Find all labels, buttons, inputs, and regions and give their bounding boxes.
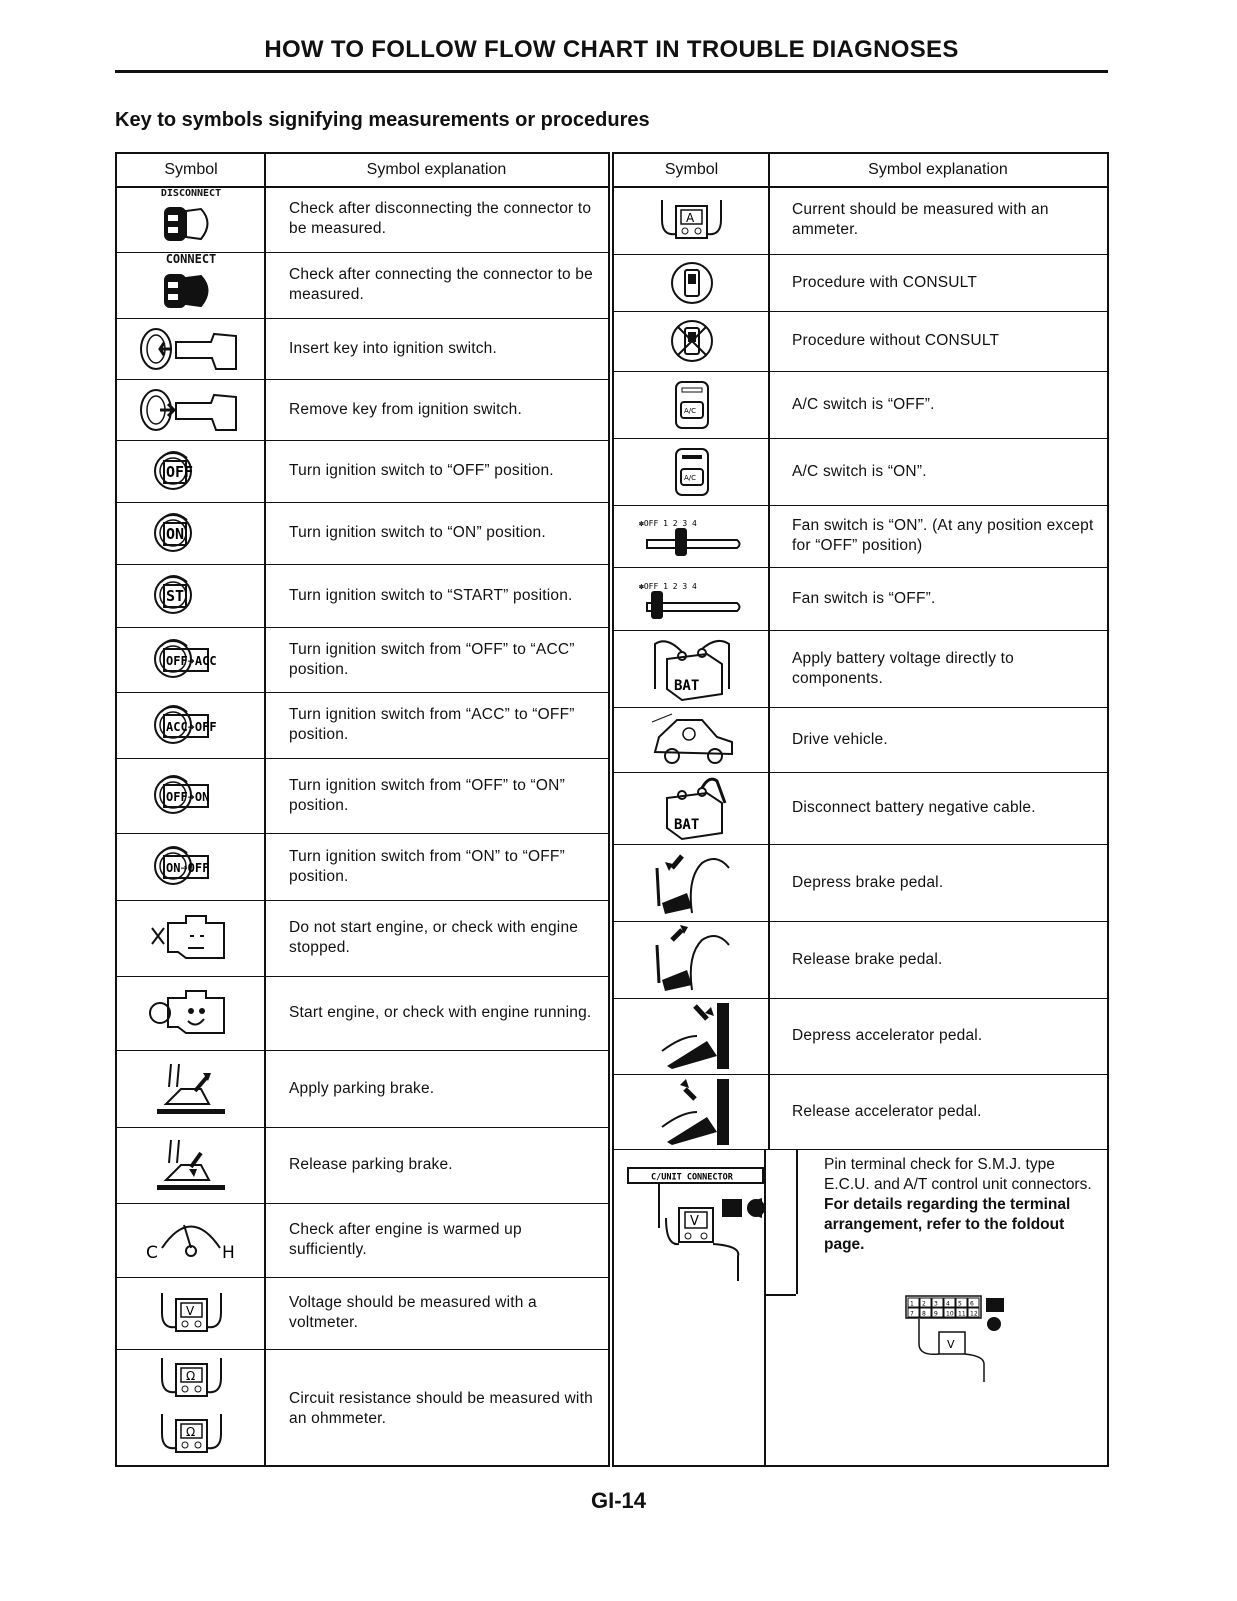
symbol-explanation [289,318,600,379]
terminal-pin-number: 7 [910,1310,914,1318]
terminal-pin-number: 3 [934,1300,938,1308]
symbol-explanation [792,186,1099,254]
explanation-text: Check after disconnecting the connector to be measured. [289,200,592,237]
explanation-text: Do not start engine, or check with engine stopped. [289,919,579,956]
explanation-text: Depress accelerator pedal. [792,1027,983,1044]
header-symbol: Symbol [664,161,719,178]
table-row [614,1074,1107,1150]
explanation-text: Procedure without CONSULT [792,332,1000,349]
consult-icon [614,254,769,311]
terminal-pin-number: 8 [922,1310,926,1318]
table-row [117,900,608,977]
svg-text:OFF➔ACC: OFF➔ACC [166,654,217,668]
svg-text:✽OFF 1 2 3 4: ✽OFF 1 2 3 4 [638,581,697,591]
svg-text:A: A [686,210,695,225]
svg-text:ACC➔OFF: ACC➔OFF [166,719,217,734]
cmut-connector-voltmeter-icon [626,1166,791,1291]
table-row [614,707,1107,773]
table-row [117,1277,608,1350]
terminal-pin-number: 1 [910,1300,914,1308]
ignition-start-icon [117,564,265,627]
symbol-explanation [289,900,600,976]
explanation-text: Depress brake pedal. [792,873,944,891]
connector-label: C/UNIT CONNECTOR [651,1172,733,1183]
svg-text:OFF: OFF [166,462,194,481]
disconnect-battery-icon [614,772,769,844]
symbol-explanation [289,627,600,692]
symbol-explanation [792,567,1099,630]
header-explanation: Symbol explanation [868,161,1008,178]
ignition-acc-to-off-icon [117,692,265,758]
symbol-explanation [792,844,1099,921]
table-row [614,844,1107,922]
table-row [117,1127,608,1204]
no-consult-icon [614,311,769,371]
connect-connector-icon: CONNECT [117,252,265,318]
symbol-explanation [289,186,600,252]
svg-text:OFF➔ON: OFF➔ON [166,790,210,804]
apply-parking-brake-icon [117,1050,265,1127]
header-explanation: Symbol explanation [366,161,507,178]
svg-text:A/C: A/C [683,406,696,415]
table-row [117,1349,608,1468]
svg-text:BAT: BAT [673,817,699,833]
symbol-explanation [289,1050,600,1127]
engine-running-icon [117,976,265,1050]
svg-text:C: C [146,1242,158,1263]
terminal-arrangement-icon [904,1294,1024,1394]
symbol-explanation [289,1277,600,1349]
divider [796,1149,798,1294]
table-row [117,976,608,1051]
svg-text:Ω: Ω [185,1424,195,1439]
explanation-text: Turn ignition switch from “OFF” to “ACC” position. [289,640,575,678]
explanation-text: Voltage should be measured with a voltmeter. [289,1294,537,1331]
terminal-pin-number: 10 [946,1310,954,1318]
ignition-on-to-off-icon [117,833,265,900]
voltmeter-icon [117,1277,265,1349]
table-row [614,186,1107,255]
symbol-explanation [289,564,600,627]
explanation-text: Procedure with CONSULT [792,273,978,291]
disconnect-connector-icon: DISCONNECT [117,186,265,252]
symbol-explanation [792,505,1099,567]
table-row [614,311,1107,372]
depress-accelerator-icon [614,998,769,1074]
table-header [117,154,608,188]
table-row [117,758,608,834]
table-row [117,252,608,319]
svg-text:Ω: Ω [185,1368,195,1383]
symbol-explanation [289,502,600,564]
explanation-text: Check after engine is warmed up sufficiently. [289,1221,522,1258]
table-row [117,186,608,253]
svg-text:ST: ST [166,587,185,605]
terminal-pin-number: 4 [946,1300,950,1308]
pin-check-note: For details regarding the terminal arrangement, refer to the foldout page. [824,1196,1071,1253]
explanation-text: Fan switch is “OFF”. [792,589,936,607]
explanation-text: Turn ignition switch from “ACC” to “OFF” position. [289,706,575,743]
explanation-text: Drive vehicle. [792,730,888,748]
pin-check-description: Pin terminal check for S.M.J. type E.C.U. and A/T control unit connectors. [824,1156,1092,1193]
ignition-off-to-acc-icon [117,627,265,692]
ammeter-icon [614,186,769,254]
explanation-text: Release brake pedal. [792,950,943,968]
symbol-explanation [792,998,1099,1074]
section-subtitle: Key to symbols signifying measurements or procedures [115,109,650,131]
explanation-text: Fan switch is “ON”. (At any position except for “OFF” position) [792,517,1094,554]
table-row [614,772,1107,845]
terminal-pin-number: 11 [958,1310,966,1318]
drive-vehicle-icon [614,707,769,772]
svg-text:V: V [185,1303,194,1318]
battery-voltage-icon [614,630,769,707]
symbol-explanation [792,630,1099,707]
symbol-explanation [289,1127,600,1203]
table-row [117,627,608,693]
ohmmeter-icon [117,1349,265,1468]
table-row [614,630,1107,708]
symbol-explanation [792,254,1099,311]
table-row [117,318,608,380]
symbol-explanation [792,921,1099,998]
table-row [117,440,608,503]
table-row [614,505,1107,568]
depress-brake-pedal-icon [614,844,769,921]
terminal-pin-number: 5 [958,1300,962,1308]
release-accelerator-icon [614,1074,769,1149]
symbol-explanation [792,772,1099,844]
release-brake-pedal-icon [614,921,769,998]
table-row [117,564,608,628]
symbol-explanation [289,758,600,833]
title-rule [115,70,1108,73]
symbol-explanation [792,371,1099,438]
engine-stopped-icon [117,900,265,976]
symbol-explanation [289,1349,600,1468]
symbol-explanation [289,833,600,900]
svg-text:ON➔OFF: ON➔OFF [166,861,210,875]
table-row [117,1203,608,1278]
table-row [614,998,1107,1075]
symbol-explanation [289,976,600,1050]
symbol-explanation [792,1074,1099,1149]
explanation-text: Disconnect battery negative cable. [792,799,1036,816]
insert-key-icon [117,318,265,379]
ignition-off-icon [117,440,265,502]
remove-key-icon [117,379,265,440]
release-parking-brake-icon [117,1127,265,1203]
svg-text:✽OFF 1 2 3 4: ✽OFF 1 2 3 4 [638,519,697,528]
explanation-text: Turn ignition switch from “ON” to “OFF” position. [289,847,565,885]
divider [764,1294,766,1467]
explanation-text: Turn ignition switch to “OFF” position. [289,462,554,479]
table-row [117,692,608,759]
svg-text:H: H [222,1242,235,1263]
table-header [614,154,1107,188]
page-title: HOW TO FOLLOW FLOW CHART IN TROUBLE DIAGNOSES [264,36,959,63]
explanation-text: Release parking brake. [289,1156,453,1173]
explanation-text: Current should be measured with an ammeter. [792,201,1049,238]
explanation-text: A/C switch is “ON”. [792,462,927,480]
table-row [117,1050,608,1128]
explanation-text: Insert key into ignition switch. [289,339,497,357]
terminal-pin-number: 6 [970,1300,974,1308]
explanation-text: A/C switch is “OFF”. [792,395,935,413]
ignition-on-icon [117,502,265,564]
symbol-explanation [289,379,600,440]
explanation-text: Turn ignition switch to “ON” position. [289,524,546,541]
explanation-text: Circuit resistance should be measured with an ohmmeter. [289,1389,593,1427]
ac-switch-on-icon [614,438,769,505]
meter-label: V [690,1214,699,1229]
explanation-text: Release accelerator pedal. [792,1102,982,1120]
symbol-explanation [289,252,600,318]
table-row [614,254,1107,312]
pin-check-text [824,1155,1104,1255]
meter-label: V [947,1338,955,1351]
table-row [614,921,1107,999]
page-number: GI-14 [590,1488,647,1513]
svg-text:ON: ON [166,524,185,543]
ac-switch-off-icon [614,371,769,438]
table-row [117,502,608,565]
fan-switch-on-icon [614,505,769,567]
svg-text:BAT: BAT [673,677,699,694]
explanation-text: Turn ignition switch to “START” position. [289,586,573,604]
terminal-pin-number: 12 [970,1310,978,1318]
table-row [117,379,608,441]
symbol-explanation [792,311,1099,371]
table-row [614,371,1107,439]
table-row [117,833,608,901]
table-row [614,438,1107,506]
explanation-text: Check after connecting the connector to be measured. [289,266,593,303]
table-row [614,567,1107,631]
explanation-text: Apply parking brake. [289,1079,435,1097]
divider [764,1294,796,1296]
explanation-text: Start engine, or check with engine running. [289,1004,592,1021]
symbol-table-left [115,152,610,1467]
symbol-explanation [289,692,600,758]
symbol-explanation [792,707,1099,772]
explanation-text: Remove key from ignition switch. [289,400,522,418]
terminal-pin-number: 9 [934,1310,938,1318]
symbol-explanation [289,440,600,502]
ignition-off-to-on-icon [117,758,265,833]
explanation-text: Turn ignition switch from “OFF” to “ON” position. [289,776,565,814]
symbol-explanation [289,1203,600,1277]
explanation-text: Apply battery voltage directly to components. [792,649,1014,687]
terminal-pin-number: 2 [922,1300,926,1308]
header-symbol: Symbol [164,161,218,178]
symbol-table-right [612,152,1109,1467]
fan-switch-off-icon [614,567,769,630]
svg-text:A/C: A/C [683,473,696,482]
symbol-explanation [792,438,1099,505]
engine-warm-gauge-icon [117,1203,265,1277]
